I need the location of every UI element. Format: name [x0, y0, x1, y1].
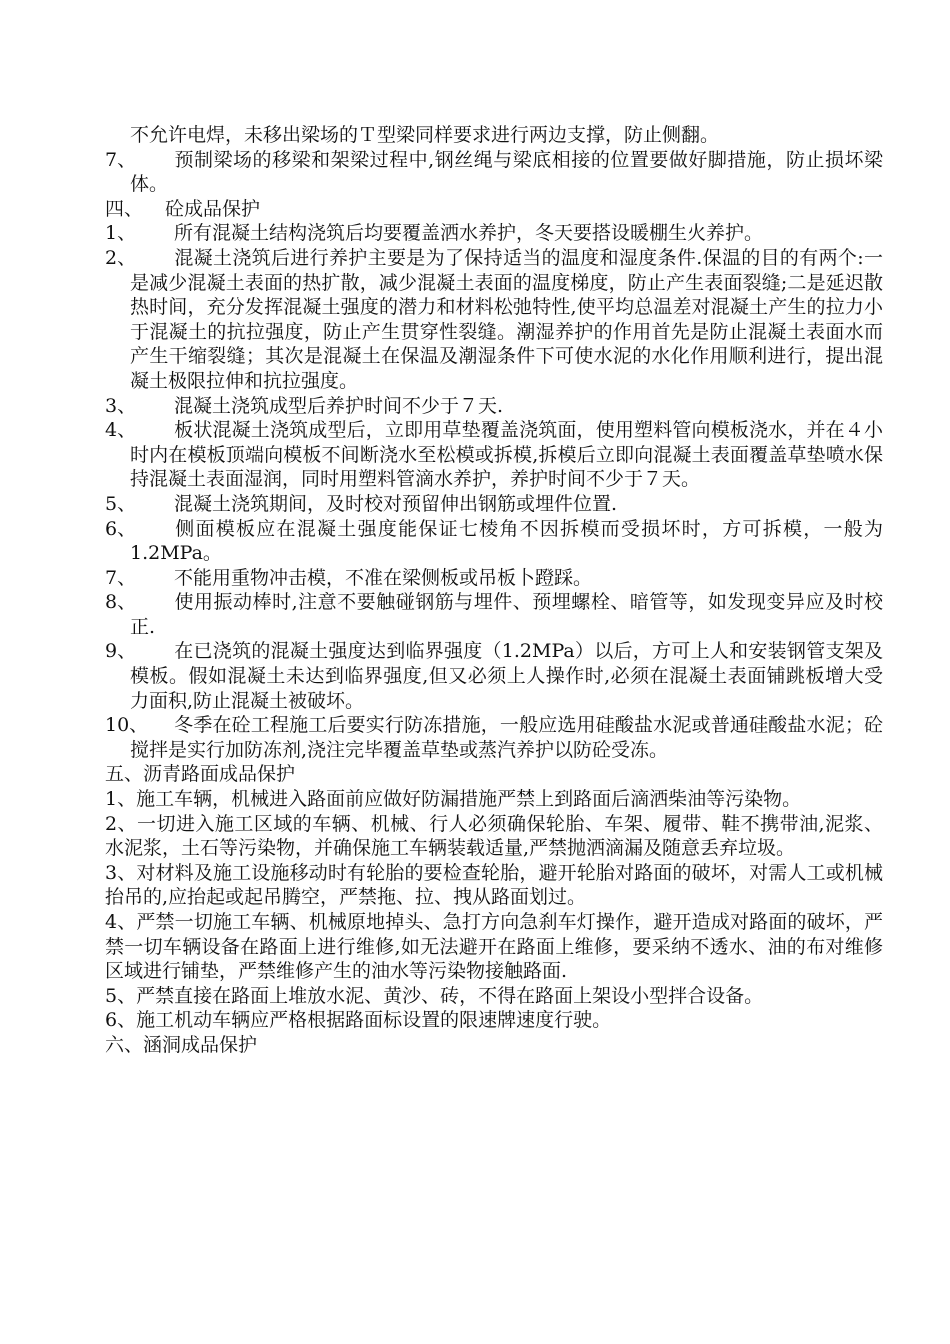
item-number: 10、	[105, 714, 149, 737]
item-number: 3、	[105, 394, 137, 417]
list-item-7-beam	[105, 148, 883, 197]
list-item	[105, 812, 883, 861]
section-number: 四、	[105, 197, 144, 220]
list-item	[105, 590, 883, 639]
section-title: 砼成品保护	[165, 197, 261, 220]
list-item	[105, 492, 883, 517]
item-text: 不能用重物冲击模，不准在梁侧板或吊板卜蹬踩。	[174, 566, 593, 589]
item-text: 预制梁场的移梁和架梁过程中,钢丝绳与梁底相接的位置要做好脚措施，防止损坏梁体。	[130, 148, 883, 196]
list-item	[105, 787, 883, 812]
section-6-heading	[105, 1033, 883, 1058]
item-text: 混凝土浇筑期间，及时校对预留伸出钢筋或埋件位置.	[174, 492, 618, 515]
continuation-text: 不允许电焊，未移出梁场的Ｔ型梁同样要求进行两边支撑，防止侧翻。	[130, 124, 720, 146]
item-text: 3、对材料及施工设施移动时有轮胎的要检查轮胎，避开轮胎对路面的破坏，对需人工或机械抬吊的,应抬起或起吊腾空，严禁拖、拉、拽从路面划过。	[105, 861, 883, 909]
item-text: 5、严禁直接在路面上堆放水泥、黄沙、砖，不得在路面上架设小型拌合设备。	[105, 984, 764, 1007]
item-number: 1、	[105, 222, 137, 245]
list-item	[105, 910, 883, 984]
list-item	[105, 861, 883, 910]
section-5-heading	[105, 762, 883, 787]
list-item	[105, 713, 883, 762]
section-title: 六、涵洞成品保护	[105, 1033, 258, 1056]
document-content	[105, 123, 883, 1058]
item-text: 混凝土浇筑成型后养护时间不少于７天.	[174, 394, 504, 417]
item-text: 使用振动棒时,注意不要触碰钢筋与埋件、预埋螺栓、暗管等，如发现变异应及时校正.	[130, 591, 883, 638]
list-item	[105, 221, 883, 246]
list-item	[105, 418, 883, 492]
list-item	[105, 639, 883, 713]
item-text: 在已浇筑的混凝土强度达到临界强度（1.2MPa）以后，方可上人和安装钢管支架及模板。假如混凝土未达到临界强度,但又必须上人操作时,必须在混凝土表面铺跳板增大受力面积,防止混凝土被破坏。	[130, 640, 883, 712]
continuation-paragraph	[105, 123, 883, 148]
item-number: 7、	[105, 566, 137, 589]
item-text: 侧面模板应在混凝土强度能保证七棱角不因拆模而受损坏时，方可拆模，一般为 1.2MPa。	[130, 517, 883, 565]
item-number: 8、	[105, 591, 137, 614]
list-item	[105, 394, 883, 419]
item-number: 4、	[105, 419, 137, 442]
section-4-heading	[105, 197, 883, 222]
list-item	[105, 517, 883, 566]
list-item	[105, 566, 883, 591]
item-text: 2、一切进入施工区域的车辆、机械、行人必须确保轮胎、车架、履带、鞋不携带油,泥浆、水泥浆，土石等污染物，并确保施工车辆装载适量,严禁抛洒滴漏及随意丢弃垃圾。	[105, 812, 883, 860]
item-number: 2、	[105, 246, 137, 269]
list-item	[105, 984, 883, 1009]
item-text: 6、施工机动车辆应严格根据路面标设置的限速牌速度行驶。	[105, 1009, 612, 1032]
list-item	[105, 246, 883, 394]
item-text: 所有混凝土结构浇筑后均要覆盖洒水养护，冬天要搭设暖棚生火养护。	[174, 222, 764, 245]
item-text: 4、严禁一切施工车辆、机械原地掉头、急打方向急刹车灯操作，避开造成对路面的破坏，严禁一切车辆设备在路面上进行维修,如无法避开在路面上维修，要采纳不透水、油的布对维修区域进行铺垫，严禁维修产生的油水等污染物接触路面.	[105, 911, 883, 983]
item-number: 5、	[105, 492, 137, 515]
item-number: 6、	[105, 517, 137, 540]
item-text: 1、施工车辆，机械进入路面前应做好防漏措施严禁上到路面后滴洒柴油等污染物。	[105, 788, 802, 811]
section-title: 五、沥青路面成品保护	[105, 763, 296, 786]
item-number: 7、	[105, 148, 137, 171]
item-text: 板状混凝土浇筑成型后，立即用草垫覆盖浇筑面，使用塑料管向模板浇水，并在４小时内在模板顶端向模板不间断浇水至松模或拆模,拆模后立即向混凝土表面覆盖草垫喷水保持混凝土表面湿润，同时用塑料管滴水养护，养护时间不少于７天。	[130, 419, 883, 491]
list-item	[105, 1008, 883, 1033]
item-text: 冬季在砼工程施工后要实行防冻措施，一般应选用硅酸盐水泥或普通硅酸盐水泥；砼搅拌是实行加防冻剂,浇注完毕覆盖草垫或蒸汽养护以防砼受冻。	[130, 714, 883, 761]
item-text: 混凝土浇筑后进行养护主要是为了保持适当的温度和湿度条件.保温的目的有两个:一是减少混凝土表面的热扩散，减少混凝土表面的温度梯度，防止产生表面裂缝;二是延迟散热时间，充分发挥混凝土强度的潜力和材料松弛特性,使平均总温差对混凝土产生的拉力小于混凝土的抗拉强度，防止产生贯穿性裂缝。潮湿养护的作用首先是防止混凝土表面水而产生干缩裂缝；其次是混凝土在保温及潮湿条件下可使水泥的水化作用顺利进行，提出混凝土极限拉伸和抗拉强度。	[130, 246, 883, 392]
item-number: 9、	[105, 640, 137, 663]
